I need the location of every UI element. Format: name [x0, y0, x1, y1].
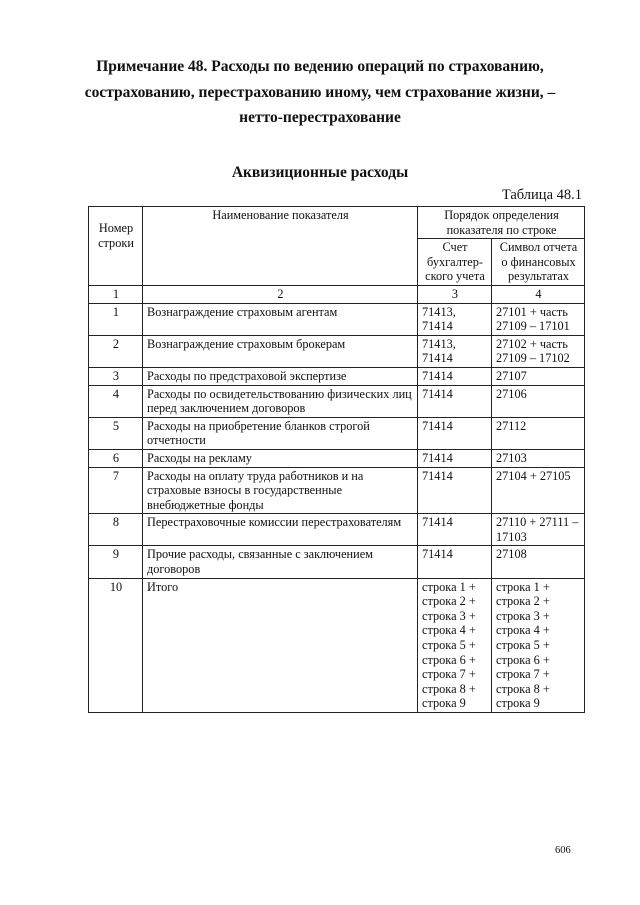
table-row: [89, 335, 585, 367]
table-row: [89, 367, 585, 385]
symbol-value: 27101 + часть 27109 – 17101: [492, 303, 585, 335]
account-value: 71414: [418, 417, 492, 449]
symbol-value: 27103: [492, 449, 585, 467]
document-title: [60, 54, 580, 131]
indicator-name: Прочие расходы, связанные с заключением договоров: [143, 546, 418, 578]
header-indicator-name: Наименование показателя: [143, 207, 418, 286]
column-number: 4: [492, 285, 585, 303]
header-symbol: Символ отчета о финансовых результатах: [492, 239, 585, 286]
symbol-value: 27107: [492, 367, 585, 385]
row-number: 4: [89, 385, 143, 417]
row-number: 6: [89, 449, 143, 467]
account-value: 71413, 71414: [418, 335, 492, 367]
title-line: нетто-перестрахование: [239, 109, 401, 126]
indicator-name: Перестраховочные комиссии перестрахователям: [143, 514, 418, 546]
table-label: Таблица 48.1: [501, 187, 582, 203]
account-value: 71414: [418, 467, 492, 514]
indicator-name: Расходы на рекламу: [143, 449, 418, 467]
indicator-name: Итого: [143, 578, 418, 712]
table-row: [89, 385, 585, 417]
symbol-value: строка 1 + строка 2 + строка 3 + строка 4 + строка 5 + строка 6 + строка 7 + строка 8 + строка 9: [492, 578, 585, 712]
indicator-name: Вознаграждение страховым брокерам: [143, 335, 418, 367]
symbol-value: 27108: [492, 546, 585, 578]
header-row: [89, 207, 585, 239]
table-row: [89, 467, 585, 514]
symbol-value: 27102 + часть 27109 – 17102: [492, 335, 585, 367]
symbol-value: 27104 + 27105: [492, 467, 585, 514]
account-value: строка 1 + строка 2 + строка 3 + строка 4 + строка 5 + строка 6 + строка 7 + строка 8 + строка 9: [418, 578, 492, 712]
page-number: 606: [555, 845, 571, 856]
account-value: 71414: [418, 514, 492, 546]
indicator-name: Расходы по освидетельствованию физических лиц перед заключением договоров: [143, 385, 418, 417]
table-row: [89, 546, 585, 578]
account-value: 71413, 71414: [418, 303, 492, 335]
indicator-name: Вознаграждение страховым агентам: [143, 303, 418, 335]
indicator-name: Расходы по предстраховой экспертизе: [143, 367, 418, 385]
indicator-name: Расходы на оплату труда работников и на страховые взносы в государственные внебюджетные фонды: [143, 467, 418, 514]
account-value: 71414: [418, 367, 492, 385]
account-value: 71414: [418, 546, 492, 578]
account-value: 71414: [418, 449, 492, 467]
symbol-value: 27112: [492, 417, 585, 449]
column-number: 3: [418, 285, 492, 303]
table-row: [89, 417, 585, 449]
symbol-value: 27106: [492, 385, 585, 417]
row-number: 5: [89, 417, 143, 449]
account-value: 71414: [418, 385, 492, 417]
column-number-row: [89, 285, 585, 303]
table-row: [89, 303, 585, 335]
header-row-number: Номер строки: [89, 207, 143, 286]
title-line: сострахованию, перестрахованию иному, чем страхование жизни, –: [84, 83, 556, 101]
row-number: 10: [89, 578, 143, 712]
row-number: 9: [89, 546, 143, 578]
column-number: 2: [143, 285, 418, 303]
indicator-name: Расходы на приобретение бланков строгой отчетности: [143, 417, 418, 449]
row-number: 7: [89, 467, 143, 514]
row-number: 3: [89, 367, 143, 385]
header-account: Счет бухгалтер-ского учета: [418, 239, 492, 286]
table-row: [89, 449, 585, 467]
expenses-table: [88, 206, 585, 713]
symbol-value: 27110 + 27111 – 17103: [492, 514, 585, 546]
row-number: 2: [89, 335, 143, 367]
header-determination: Порядок определения показателя по строке: [418, 207, 585, 239]
row-number: 8: [89, 514, 143, 546]
title-line: Примечание 48. Расходы по ведению операций по страхованию,: [96, 58, 544, 75]
section-subtitle: Аквизиционные расходы: [231, 164, 409, 181]
table-row-total: [89, 578, 585, 712]
table-row: [89, 514, 585, 546]
row-number: 1: [89, 303, 143, 335]
column-number: 1: [89, 285, 143, 303]
